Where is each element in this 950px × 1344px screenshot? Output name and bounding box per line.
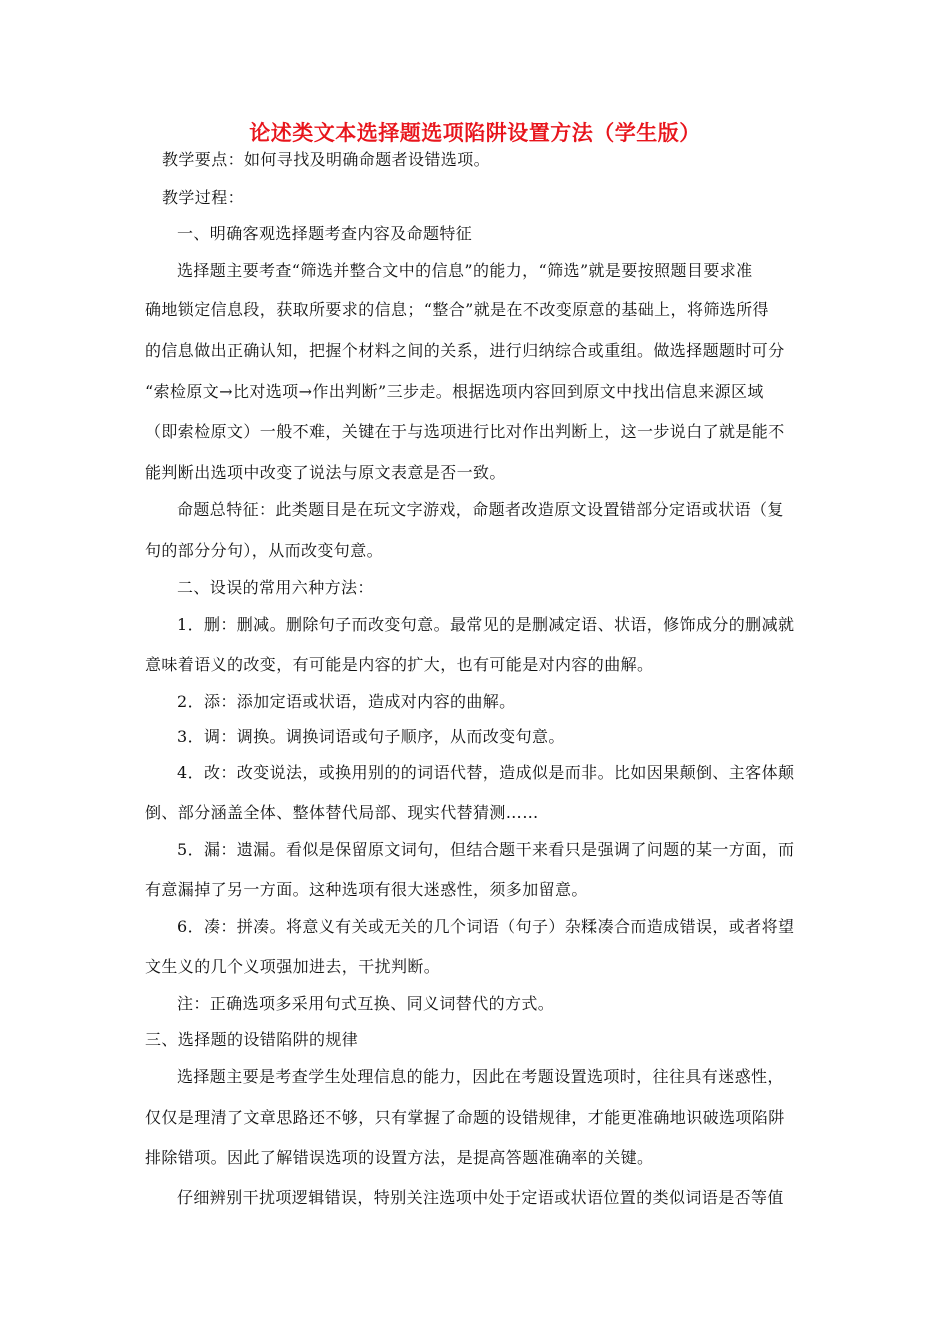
paragraph-line: （即索检原文）一般不难，关键在于与选项进行比对作出判断上，这一步说白了就是能不 [145, 422, 785, 441]
method-item: 3．调：调换。调换词语或句子顺序，从而改变句意。 [177, 727, 565, 746]
method-item: 6．凑：拼凑。将意义有关或无关的几个词语（句子）杂糅凑合而造成错误，或者将望 [177, 917, 795, 936]
note-line: 注：正确选项多采用句式互换、同义词替代的方式。 [177, 994, 555, 1013]
paragraph-line: 能判断出选项中改变了说法与原文表意是否一致。 [145, 463, 506, 482]
paragraph-line: 命题总特征：此类题目是在玩文字游戏，命题者改造原文设置错部分定语或状语（复 [177, 500, 784, 519]
paragraph-line: 仔细辨别干扰项逻辑错误，特别关注选项中处于定语或状语位置的类似词语是否等值 [177, 1188, 784, 1207]
paragraph-line: 确地锁定信息段，获取所要求的信息；“整合”就是在不改变原意的基础上，将筛选所得 [145, 300, 769, 319]
method-item: 2．添：添加定语或状语，造成对内容的曲解。 [177, 692, 516, 711]
paragraph-line: 的信息做出正确认知，把握个材料之间的关系，进行归纳综合或重组。做选择题题时可分 [145, 341, 785, 360]
section-heading-2: 二、设误的常用六种方法： [177, 578, 374, 597]
paragraph-line: 意味着语义的改变，有可能是内容的扩大，也有可能是对内容的曲解。 [145, 655, 654, 674]
paragraph-line: 选择题主要是考查学生处理信息的能力，因此在考题设置选项时，往往具有迷惑性， [177, 1067, 784, 1086]
paragraph-line: “索检原文→比对选项→作出判断”三步走。根据选项内容回到原文中找出信息来源区域 [145, 382, 764, 401]
method-item: 1．删：删减。删除句子而改变句意。最常见的是删减定语、状语，修饰成分的删减就 [177, 615, 795, 634]
teaching-process-label: 教学过程： [162, 188, 245, 207]
section-heading-3: 三、选择题的设错陷阱的规律 [145, 1030, 359, 1049]
paragraph-line: 倒、部分涵盖全体、整体替代局部、现实代替猜测…… [145, 803, 539, 822]
paragraph-line: 选择题主要考查“筛选并整合文中的信息”的能力，“筛选”就是要按照题目要求准 [177, 261, 753, 280]
paragraph-line: 文生义的几个义项强加进去，干扰判断。 [145, 957, 441, 976]
document-title: 论述类文本选择题选项陷阱设置方法（学生版） [249, 120, 701, 145]
paragraph-line: 句的部分分句），从而改变句意。 [145, 541, 384, 560]
section-heading-1: 一、明确客观选择题考查内容及命题特征 [177, 224, 473, 243]
method-item: 4．改：改变说法，或换用别的的词语代替，造成似是而非。比如因果颠倒、主客体颠 [177, 763, 795, 782]
paragraph-line: 有意漏掉了另一方面。这种选项有很大迷惑性，须多加留意。 [145, 880, 588, 899]
teaching-key-point: 教学要点：如何寻找及明确命题者设错选项。 [162, 150, 491, 169]
paragraph-line: 排除错项。因此了解错误选项的设置方法，是提高答题准确率的关键。 [145, 1148, 654, 1167]
paragraph-line: 仅仅是理清了文章思路还不够，只有掌握了命题的设错规律，才能更准确地识破选项陷阱 [145, 1108, 785, 1127]
method-item: 5．漏：遗漏。看似是保留原文词句，但结合题干来看只是强调了问题的某一方面，而 [177, 840, 795, 859]
